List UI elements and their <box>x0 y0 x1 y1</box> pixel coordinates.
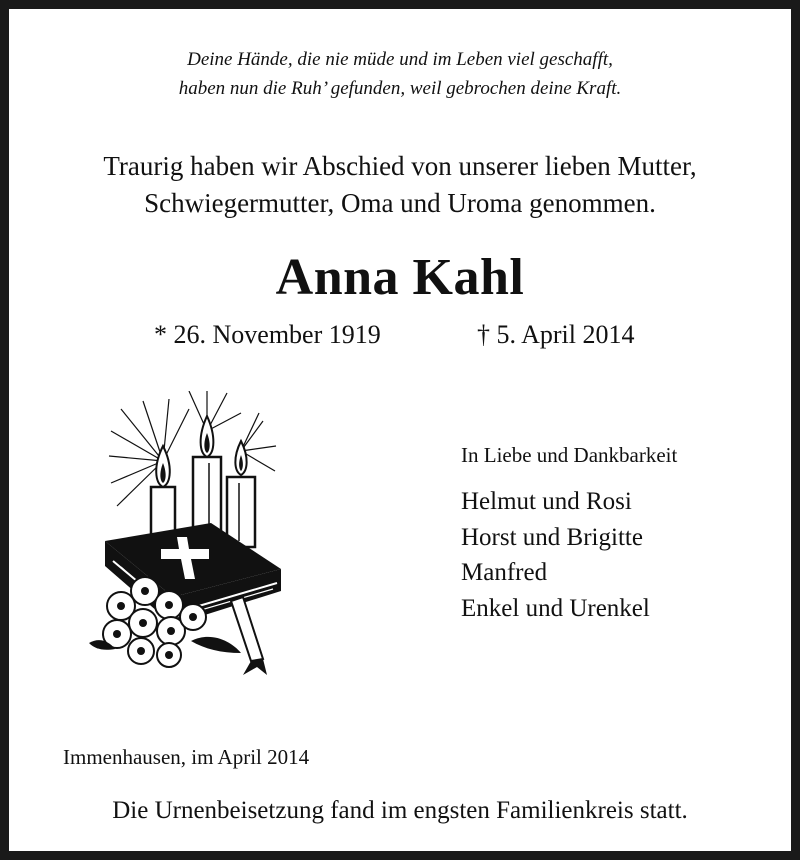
death-date: † 5. April 2014 <box>477 320 635 349</box>
intro-line-1: Traurig haben wir Abschied von unserer lieben Mutter, <box>103 151 697 181</box>
poem-line-1: Deine Hände, die nie müde und im Leben viel geschafft, <box>187 49 613 70</box>
closing-note: Die Urnenbeisetzung fand im engsten Familienkreis statt. <box>112 797 688 824</box>
poem <box>9 45 791 103</box>
signer-name: Horst und Brigitte <box>461 523 643 551</box>
signer-name: Manfred <box>461 559 548 586</box>
signer-name: Helmut und Rosi <box>461 488 632 515</box>
poem-line-2: haben nun die Ruh’ gefunden, weil gebrochen deine Kraft. <box>178 78 622 99</box>
signer-name: Enkel und Urenkel <box>461 594 650 622</box>
signers-block <box>461 440 677 626</box>
intro-text <box>9 148 791 222</box>
intro-line-2: Schwiegermutter, Oma und Uroma genommen. <box>144 188 656 218</box>
signers-list <box>461 484 677 626</box>
deceased-name: Anna Kahl <box>275 249 525 306</box>
candles-bible-flowers-icon <box>81 391 291 676</box>
signers-lead: In Liebe und Dankbarkeit <box>461 443 678 467</box>
place-date: Immenhausen, im April 2014 <box>63 745 310 769</box>
birth-date: * 26. November 1919 <box>154 320 381 349</box>
